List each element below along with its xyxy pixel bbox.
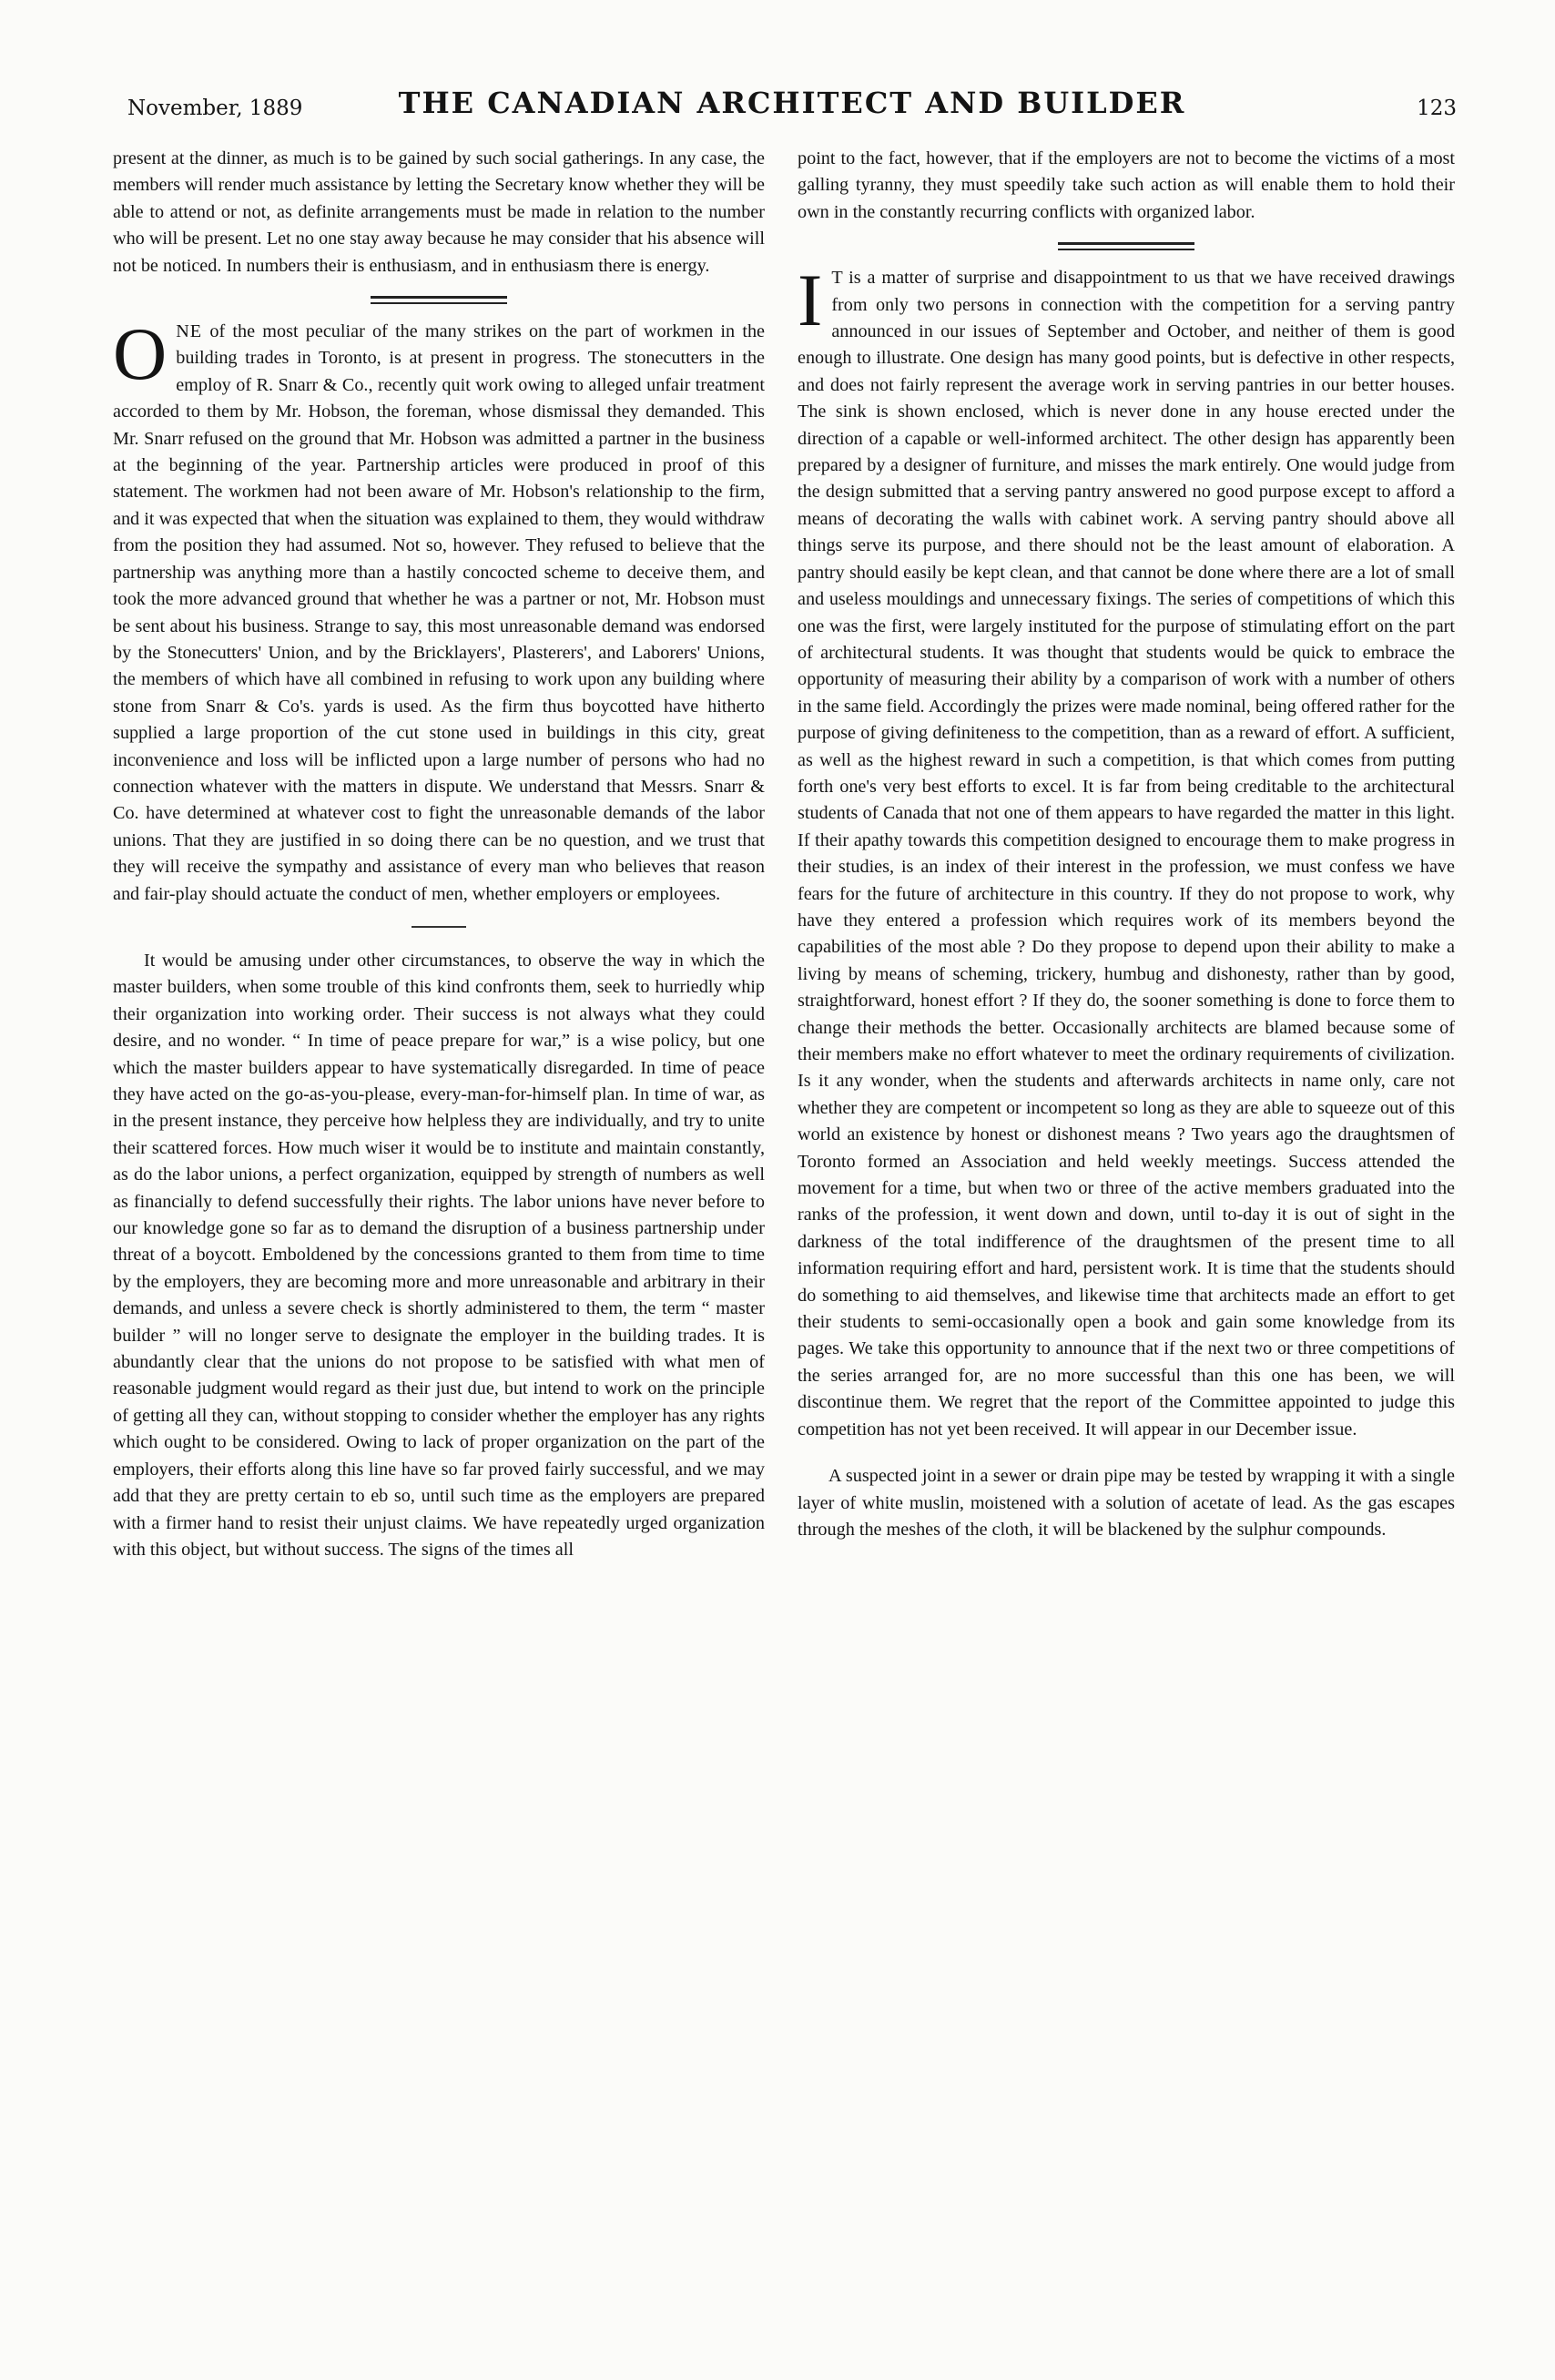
left-column — [113, 146, 765, 2340]
issue-date: November, 1889 — [127, 97, 303, 120]
competition-text: T is a matter of surprise and disappointment to us that we have received drawings from only two persons in connection with the competition for a serving pantry announced in our issues of September and October, and neither of them is good enough to illustrate. One design has many good points, but is defective in other respects, and does not fairly represent the average work in serving pantries in our better houses. The sink is shown enclosed, which is never done in any house erected under the direction of a capable or well-informed architect. The other design has apparently been prepared by a designer of furniture, and misses the mark entirely. One would judge from the design submitted that a serving pantry answered no good purpose except to afford a means of decorating the walls with cabinet work. A serving pantry should above all things serve its purpose, and there should not be the least amount of elaboration. A pantry should easily be kept clean, and that cannot be done where there are a lot of small and useless mouldings and unnecessary fixings. The series of competitions of which this one was the first, were largely instituted for the purpose of stimulating effort on the part of architectural students. It was thought that students would be quick to embrace the opportunity of measuring their ability by a comparison of work with a number of others in the same field. Accordingly the prizes were made nominal, being offered rather for the purpose of giving definiteness to the competition, than as a reward of effort. A sufficient, as well as the highest reward in such a competition, is that which comes from putting forth one's very best efforts to excel. It is far from being creditable to the architectural students of Canada that not one of them appears to have regarded the matter in this light. If their apathy towards this competition designed to encourage them to make progress in their studies, is an index of their interest in the profession, we must confess we have fears for the future of architecture in this country. If they do not propose to work, why have they entered a profession which requires work of its members beyond the capabilities of the most able ? Do they propose to depend upon their ability to make a living by means of scheming, trickery, humbug and dishonesty, rather than by good, straightforward, honest effort ? If they do, the sooner something is done to force them to change their methods the better. Occasionally architects are blamed because some of their members make no effort whatever to meet the ordinary requirements of civilization. Is it any wonder, when the students and afterwards architects in name only, care not whether they are competent or incompetent so long as they are able to squeeze out of this world an existence by honest or dishonest means ? Two years ago the draughtsmen of Toronto formed an Association and held weekly meetings. Success attended the movement for a time, but when two or three of the active members graduated into the ranks of the profession, it went down and down, until to-day it is out of sight in the darkness of the total indifference of the draughtsmen of the present time to all information requiring effort and hard, persistent work. It is time that the students should do something to aid themselves, and likewise time that architects made an effort to get their students to semi-occasionally open a book and gain some knowledge from its pages. We take this opportunity to announce that if the next two or three competitions of the series arranged for, are no more successful than this one has been, we will discontinue them. We regret that the report of the Committee appointed to judge this competition has not yet been received. It will appear in our December issue. — [798, 268, 1455, 1439]
lead-in: NE — [176, 321, 203, 342]
drop-cap: I — [798, 259, 823, 342]
short-divider — [412, 926, 466, 928]
page-header — [127, 84, 1457, 138]
master-builders-paragraph: It would be amusing under other circumstances, to observe the way in which the master builders, when some trouble of this kind confronts them, seek to hurriedly whip their organization into working order. Their success is not always what they could desire, and no wonder. “ In time of peace prepare for war,” is a wise policy, but one which the master builders appear to have systematically disregarded. In time of peace they have acted on the go-as-you-please, every-man-for-himself plan. In time of war, as in the present instance, they perceive how helpless they are individually, and try to unite their scattered forces. How much wiser it would be to institute and maintain constantly, as do the labor unions, a perfect organization, equipped by strength of numbers as well as financially to defend successfully their rights. The labor unions have never before to our knowledge gone so far as to demand the disruption of a business partnership under threat of a boycott. Emboldened by the concessions granted to them from time to time by the employers, they are becoming more and more unreasonable and arbitrary in their demands, and unless a severe check is shortly administered to them, the term “ master builder ” will no longer serve to designate the employer in the building trades. It is abundantly clear that the unions do not propose to be satisfied with what men of reasonable judgment would regard as their just due, but intend to work on the principle of getting all they can, without stopping to consider whether the employer has any rights which ought to be considered. Owing to lack of proper organization on the part of the employers, their efforts along this line have so far proved fairly successful, and we may add that they are pretty certain to eb so, until such time as the employers are prepared with a firmer hand to resist their unjust claims. We have repeatedly urged organization with this object, but without success. The signs of the times all — [113, 950, 765, 1560]
masthead-title: THE CANADIAN ARCHITECT AND BUILDER — [398, 86, 1186, 120]
strike-text: of the most peculiar of the many strikes on the part of workmen in the building trades in Toronto, is at present in progress. The stonecutters in the employ of R. Snarr & Co., recently quit work owing to alleged unfair treatment accorded to them by Mr. Hobson, the foreman, whose dismissal they demanded. This Mr. Snarr refused on the ground that Mr. Hobson was admitted a partner in the business at the beginning of the year. Partnership articles were produced in proof of this statement. The workmen had not been aware of Mr. Hobson's relationship to the firm, and it was expected that when the situation was explained to them, they would withdraw from the position they had assumed. Not so, however. They refused to believe that the partnership was anything more than a hastily concocted scheme to deceive them, and took the more advanced ground that whether he was a partner or not, Mr. Hobson must be sent about his business. Strange to say, this most unreasonable demand was endorsed by the Stonecutters' Union, and by the Bricklayers', Plasterers', and Laborers' Unions, the members of which have all combined in refusing to work upon any building where stone from Snarr & Co's. yards is used. As the firm thus boycotted have hitherto supplied a large proportion of the cut stone used in buildings in this city, great inconvenience and loss will be inflicted upon a large number of persons who had no connection whatever with the matters in dispute. We understand that Messrs. Snarr & Co. have determined at whatever cost to fight the unreasonable demands of the labor unions. That they are justified in so doing there can be no question, and we trust that they will receive the sympathy and assistance of every man who believes that reason and fair-play should actuate the conduct of men, whether employers or employees. — [113, 321, 765, 904]
continued-paragraph: point to the fact, however, that if the employers are not to become the victims of a most galling tyranny, they must speedily take such action as will enable them to hold their own in the constantly recurring conflicts with organized labor. — [798, 148, 1455, 222]
strike-paragraph — [113, 312, 765, 908]
right-column — [798, 146, 1455, 2340]
drop-cap: O — [113, 312, 168, 396]
section-divider — [371, 296, 507, 304]
section-divider — [1058, 242, 1194, 250]
competition-paragraph — [798, 259, 1455, 1443]
spacer — [798, 1443, 1455, 1463]
page-number: 123 — [1417, 97, 1457, 120]
sewer-joint-paragraph: A suspected joint in a sewer or drain pipe may be tested by wrapping it with a single layer of white muslin, moistened with a solution of acetate of lead. As the gas escapes through the meshes of the cloth, it will be blackened by the sulphur compounds. — [798, 1466, 1455, 1540]
dinner-paragraph: present at the dinner, as much is to be gained by such social gatherings. In any case, the members will render much assistance by letting the Secretary know whether they will be able to attend or not, as definite arrangements must be made in relation to the number who will be present. Let no one stay away because he may consider that his absence will not be noticed. In numbers their is enthusiasm, and in enthusiasm there is energy. — [113, 148, 765, 276]
